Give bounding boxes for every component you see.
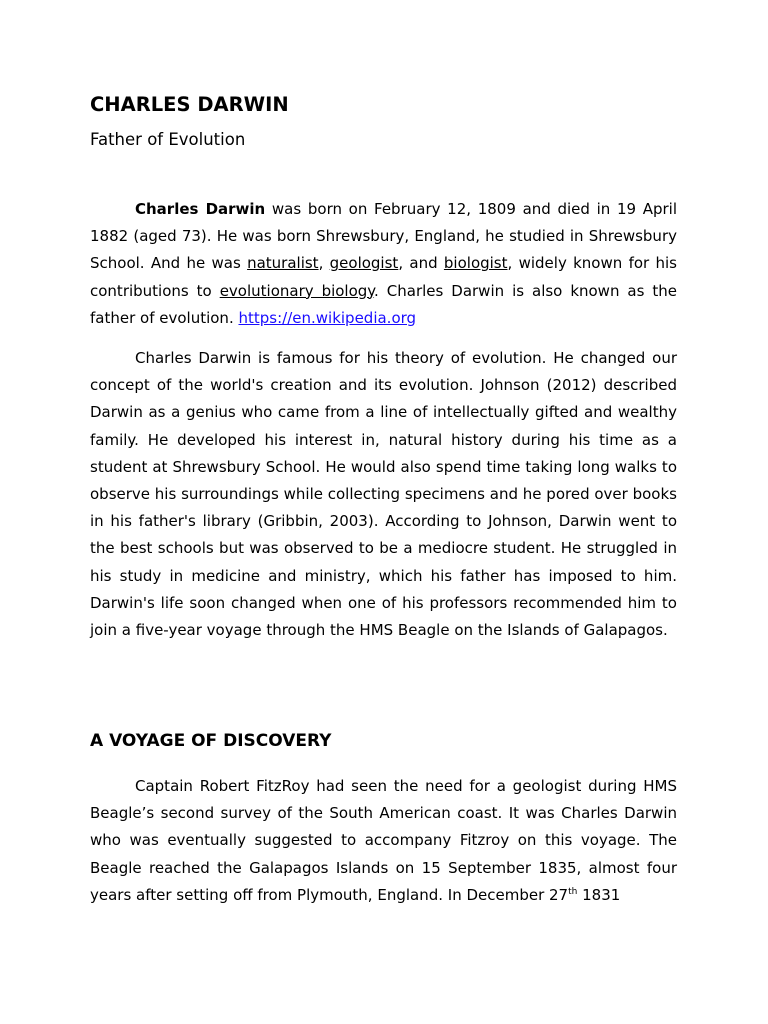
voyage-text-tail: 1831 — [577, 885, 621, 904]
intro-paragraph — [90, 196, 677, 332]
naturalist-link[interactable]: naturalist — [247, 254, 319, 273]
intro-text-2: , — [318, 254, 330, 273]
intro-text-1: was born on February 12, 1809 and died in 19 April 1882 (aged 73). He was born Shrewsbury, England, he studied in Shrewsbury School. And he was — [90, 200, 677, 273]
ordinal-suffix: th — [568, 886, 578, 897]
document-subtitle: Father of Evolution — [90, 130, 246, 149]
body-paragraph-voyage — [90, 773, 677, 909]
geologist-link[interactable]: geologist — [329, 254, 399, 273]
voyage-text: Captain Robert FitzRoy had seen the need for a geologist during HMS Beagle’s second survey of the South American coast. It was Charles Darwin who was eventually suggested to accompany Fitzroy on this voyage. The Beagle reached the Galapagos Islands on 15 September 1835, almost four years after setting off from Plymouth, England. In December 27 — [90, 777, 677, 904]
intro-text-5: . Charles Darwin is also known as the father of evolution. — [90, 281, 677, 327]
intro-text-3: , and — [398, 254, 444, 273]
evolutionary-biology-link[interactable]: evolutionary biology — [219, 281, 375, 300]
section-heading-voyage: A VOYAGE OF DISCOVERY — [90, 731, 332, 751]
document-title: CHARLES DARWIN — [90, 93, 289, 116]
wikipedia-link[interactable]: https://en.wikipedia.org — [238, 308, 417, 327]
intro-text-4: , widely known for his contributions to — [90, 254, 677, 300]
body-paragraph-theory: Charles Darwin is famous for his theory of evolution. He changed our concept of the world's creation and its evolution. Johnson (2012) described Darwin as a genius who came from a line of intellectually gifted and wealthy family. He developed his interest in, natural history during his time as a student at Shrewsbury School. He would also spend time taking long walks to observe his surroundings while collecting specimens and he pored over books in his father's library (Gribbin, 2003). According to Johnson, Darwin went to the best schools but was observed to be a mediocre student. He struggled in his study in medicine and ministry, which his father has imposed to him. Darwin's life soon changed when one of his professors recommended him to join a five-year voyage through the HMS Beagle on the Islands of Galapagos. — [90, 349, 677, 640]
biologist-link[interactable]: biologist — [443, 254, 508, 273]
name-bold: Charles Darwin — [135, 200, 266, 218]
